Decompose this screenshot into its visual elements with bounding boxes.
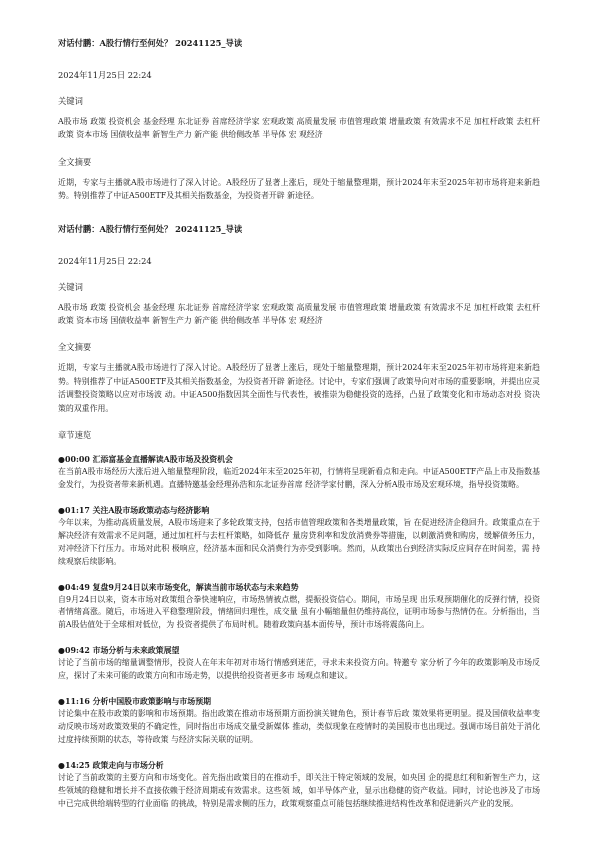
chapter-item [58,505,540,569]
chapter-title [58,505,540,517]
doc-title: 对话付鹏：A股行情行至何处？ 20241125_导读 [58,223,243,234]
chapter-title [58,696,540,708]
summary-heading: 全文摘要 [58,342,92,353]
block-1 [58,37,540,203]
doc-date: 2024年11月25日 22:24 [58,255,152,266]
chapter-item [58,582,540,633]
bullet-icon: ● [58,646,65,656]
chapter-title [58,582,540,594]
chapter-body: 在当前A股市场经历大涨后进入缩量整理阶段，临近2024年末至2025年初，行情将呈现新看点和走向。中证A500ETF产品上市及指数基金发行，为投资者带来新机遇。直播特邀基金经理孙浩和东北证券首席 经济学家付鹏，深入分析A股市场及宏观环境，指导投资策略。 [58,467,540,489]
chapter-title [58,760,540,772]
chapter-title [58,454,540,466]
summary-heading: 全文摘要 [58,156,92,167]
chapter-item [58,696,540,747]
summary-text: 近期，专家与主播就A股市场进行了深入讨论。A股经历了显著上涨后，现处于缩量整理期，预计2024年末至2025年初市场将迎来新趋势。特别推荐了中证A500ETF及其相关指数基金，为投资者开辟 新途径。讨论中，专家们强调了政策导向对市场的重要影响，并提出应灵活调整投资策略以应对市场波 动。中证A500指数因其全面性与代表性，被推崇为稳健投资的选择，凸显了政策变化和市场动态对投 资决策的双重作用。 [58,363,540,413]
chapter-title-text: 14:25 政策走向与市场分析 [65,760,164,770]
chapter-body: 讨论了当前市场的缩量调整情形，投资人在年末年初对市场行情感到迷茫，寻求未来投资方向。特邀专 家分析了今年的政策影响及市场反应，探讨了未来可能的政策方向和市场走势，以提供给投资者更多市 场观点和建议。 [58,658,540,681]
chapter-title [58,645,540,657]
doc-date: 2024年11月25日 22:24 [58,70,152,80]
chapter-title-text: 00:00 汇添富基金直播解读A股市场及投资机会 [65,455,233,465]
bullet-icon: ● [58,505,65,515]
bullet-icon: ● [58,760,65,770]
keywords-heading: 关键词 [58,96,83,106]
doc-title: 对话付鹏：A股行情行至何处？ 20241125_导读 [58,38,243,48]
keywords-text: A股市场 政策 投资机会 基金经理 东北证券 首席经济学家 宏观政策 高质量发展 市值管理政策 增量政策 有效需求不足 加杠杆政策 去杠杆政策 资本市场 国债收益率 新智生产力 新产能 供给侧改革 半导体 宏 观经济 [58,117,540,140]
chapter-item [58,454,540,492]
chapter-item [58,760,540,811]
summary-text: 近期，专家与主播就A股市场进行了深入讨论。A股经历了显著上涨后，现处于缩量整理期，预计2024年末至2025年初市场将迎来新趋势。特别推荐了中证A500ETF及其相关指数基金，为投资者开辟 新途径。 [58,177,540,201]
keywords-text: A股市场 政策 投资机会 基金经理 东北证券 首席经济学家 宏观政策 高质量发展 市值管理政策 增量政策 有效需求不足 加杠杆政策 去杠杆政策 资本市场 国债收益率 新智生产力 新产能 供给侧改革 半导体 宏 观经济 [58,302,540,326]
chapter-body: 今年以来，为推动高质量发展，A股市场迎来了多轮政策支持，包括市值管理政策和各类增量政策，旨 在促进经济企稳回升。政策重点在于解决经济有效需求不足问题，通过加杠杆与去杠杆策略，如降低存 量房贷利率和发放消费券等措施，以刺激消费和购房，缓解债务压力，对冲经济下行压力。市场对此积 极响应，经济基本面和民众消费行为亦受到影响。然而，从政策出台到经济实际反应间存在时间差，需 持续观察后续影响。 [58,517,540,566]
chapter-body: 讨论集中在股市政策的影响和市场预期。指出政策在推动市场预期方面扮演关键角色，预计春节后政 策效果将更明显。提及国债收益率变动反映市场对政策效果的不确定性，同时指出市场成交量受新媒体 推动，类似现象在疫情时的美国股市也出现过。强调市场目前处于消化过度持续预期的状态，等待政策 与经济实际关联的证明。 [58,709,540,744]
chapter-title-text: 09:42 市场分析与未来政策展望 [65,646,180,656]
chapters-heading: 章节速览 [58,430,92,441]
keywords-heading: 关键词 [58,281,83,292]
block-2 [58,223,540,415]
chapter-body: 自9月24日以来，资本市场对政策组合拳快速响应，市场热情被点燃，提振投资信心。期间，市场呈现 出乐观预期催化的反弹行情，投资者情绪高涨。随后，市场进入平稳整理阶段，情绪回归理性，成交量 虽有小幅缩量但仍维持高位，证明市场参与热情仍在。分析指出，当前A股估值处于全球相对低位，为 投资者提供了布局时机。随着政策向基本面传导，预计市场将震荡向上。 [58,594,540,630]
bullet-icon: ● [58,582,65,592]
chapter-item [58,645,540,683]
bullet-icon: ● [58,697,65,707]
chapter-list [58,454,540,810]
chapter-title-text: 11:16 分析中国股市政策影响与市场预期 [65,697,211,707]
chapter-title-text: 04:49 复盘9月24日以来市场变化，解读当前市场状态与未来趋势 [65,582,299,592]
chapter-body: 讨论了当前政策的主要方向和市场变化。首先指出政策目的在推动手，即关注于特定领域的发展，如央国 企的提息红利和新智生产力，这些领域的稳健和增长并不直接依赖于经济周期或有效需求。这些领 域，如半导体产业，显示出稳健的资产收益。同时，讨论也涉及了市场中已完成供给端转型的行业面临 的挑战，特别是需求侧的压力，政策观察重点可能包括继续推进结构性改革和促进新兴产业的发展。 [58,772,540,808]
bullet-icon: ● [58,455,65,465]
chapter-title-text: 01:17 关注A股市场政策动态与经济影响 [65,505,210,515]
